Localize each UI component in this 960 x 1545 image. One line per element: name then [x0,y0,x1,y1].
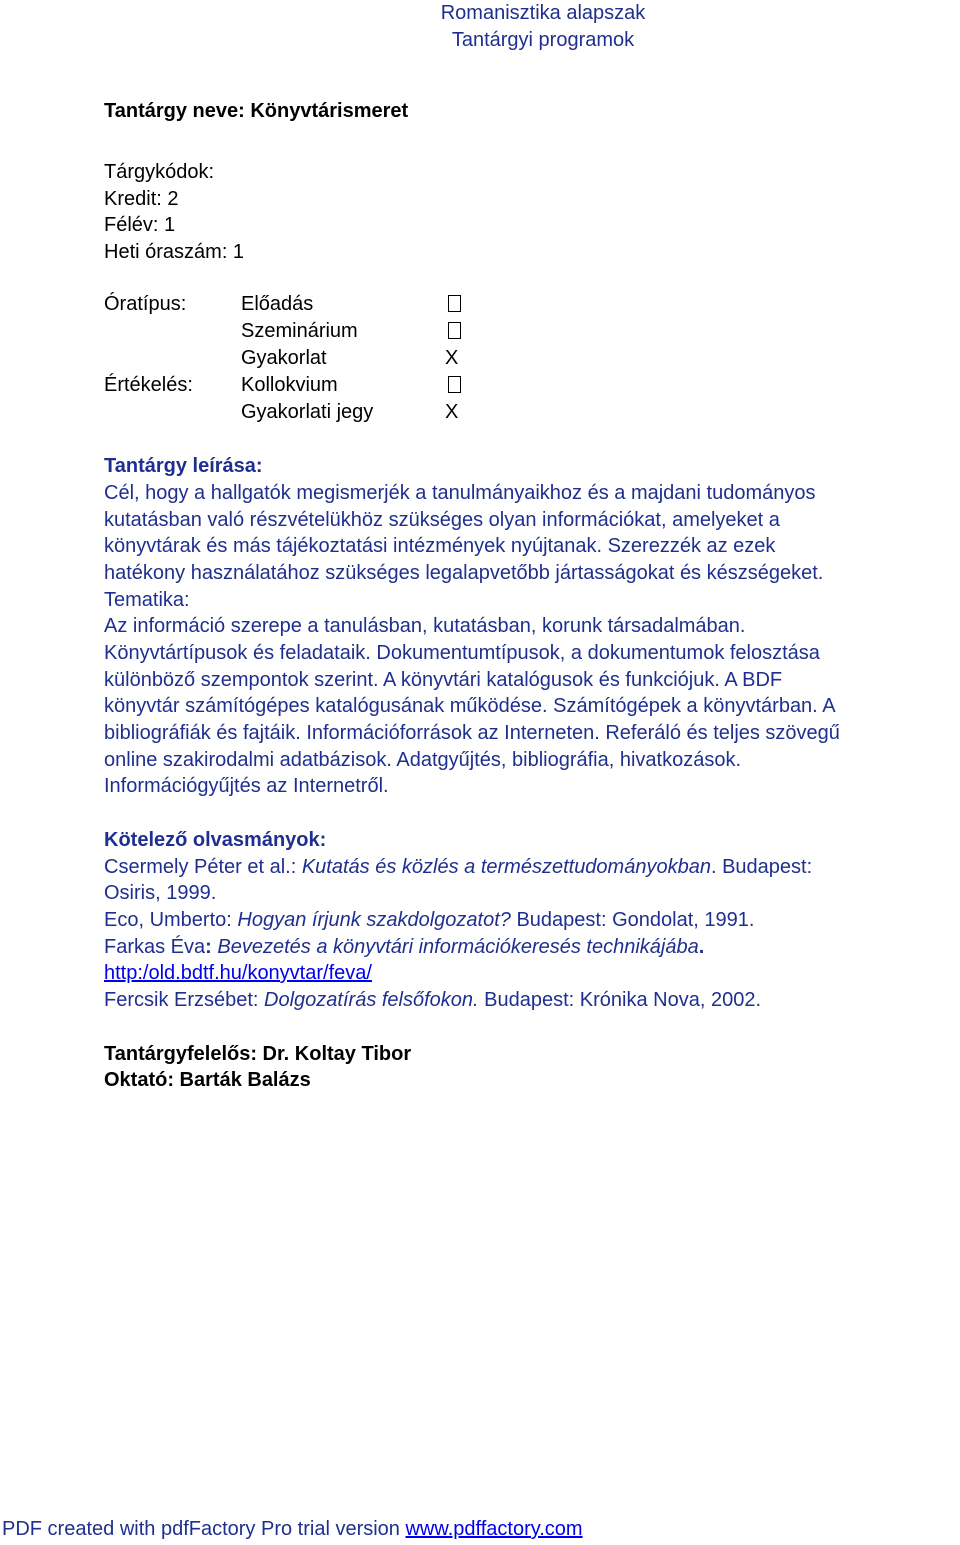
reading-item: Fercsik Erzsébet: Dolgozatírás felsőfokon. Budapest: Krónika Nova, 2002. [104,989,762,1011]
readings-heading: Kötelező olvasmányok: [104,829,327,851]
course-code: Tárgykódok: [104,161,215,183]
description-line: különböző szempontok szerint. A könyvtári katalógusok és funkciójuk. A BDF [104,669,783,691]
description-line: kutatásban való részvételükhöz szükséges olyan információkat, amelyeket a [104,509,780,531]
type-item-name: Szeminárium [241,320,358,342]
empty-box-icon [448,372,461,399]
description-line: könyvtárak és más tájékoztatási intézmények nyújtanak. Szerezzék az ezek [104,535,776,557]
reading-item: Farkas Éva: Bevezetés a könyvtári információkeresés technikájába. [104,936,705,958]
course-teacher: Oktató: Barták Balázs [104,1069,311,1091]
type-label: Óratípus: [104,293,187,315]
pdf-footer: PDF created with pdfFactory Pro trial version www.pdffactory.com [2,1518,583,1540]
type-item-name: Gyakorlati jegy [241,401,374,423]
description-line: könyvtár számítógépes katalógusának működése. Számítógépek a könyvtárban. A [104,695,836,717]
description-line: online szakirodalmi adatbázisok. Adatgyűjtés, bibliográfia, hivatkozások. [104,749,742,771]
reading-link[interactable]: http:/old.bdtf.hu/konyvtar/feva/ [104,962,372,984]
header-subtitle: Tantárgyi programok [451,29,635,51]
empty-box-icon [448,318,461,345]
empty-box-icon [448,291,461,318]
description-line: Könyvtártípusok és feladataik. Dokumentumtípusok, a dokumentumok felosztása [104,642,820,664]
page-header [0,0,960,54]
eval-label: Értékelés: [104,374,193,396]
reading-item: Csermely Péter et al.: Kutatás és közlés a természettudományokban. Budapest: [104,856,813,878]
description-line: bibliográfiák és fajtáik. Információforrások az Interneten. Referáló és teljes szövegű [104,722,840,744]
course-credit: Kredit: 2 [104,188,179,210]
reading-item: Eco, Umberto: Hogyan írjunk szakdolgozatot? Budapest: Gondolat, 1991. [104,909,755,931]
type-item-name: Előadás [241,293,314,315]
course-hours: Heti óraszám: 1 [104,241,245,263]
course-responsible: Tantárgyfelelős: Dr. Koltay Tibor [104,1043,412,1065]
description-line: Információgyűjtés az Internetről. [104,775,389,797]
header-program: Romanisztika alapszak [440,2,646,24]
course-title: Tantárgy neve: Könyvtárismeret [104,100,409,122]
type-item-name: Gyakorlat [241,347,327,369]
description-line: hatékony használatához szükséges legalapvetőbb jártasságokat és készségeket. [104,562,824,584]
footer-link[interactable]: www.pdffactory.com [405,1518,583,1540]
description-line: Tematika: [104,589,190,611]
type-item-mark: X [445,347,459,369]
description-line: Cél, hogy a hallgatók megismerjék a tanulmányaikhoz és a majdani tudományos [104,482,816,504]
type-item-mark: X [445,401,459,423]
type-item-name: Kollokvium [241,374,338,396]
reading-item: Osiris, 1999. [104,882,217,904]
description-heading: Tantárgy leírása: [104,455,263,477]
course-semester: Félév: 1 [104,214,176,236]
description-line: Az információ szerepe a tanulásban, kutatásban, korunk társadalmában. [104,615,746,637]
